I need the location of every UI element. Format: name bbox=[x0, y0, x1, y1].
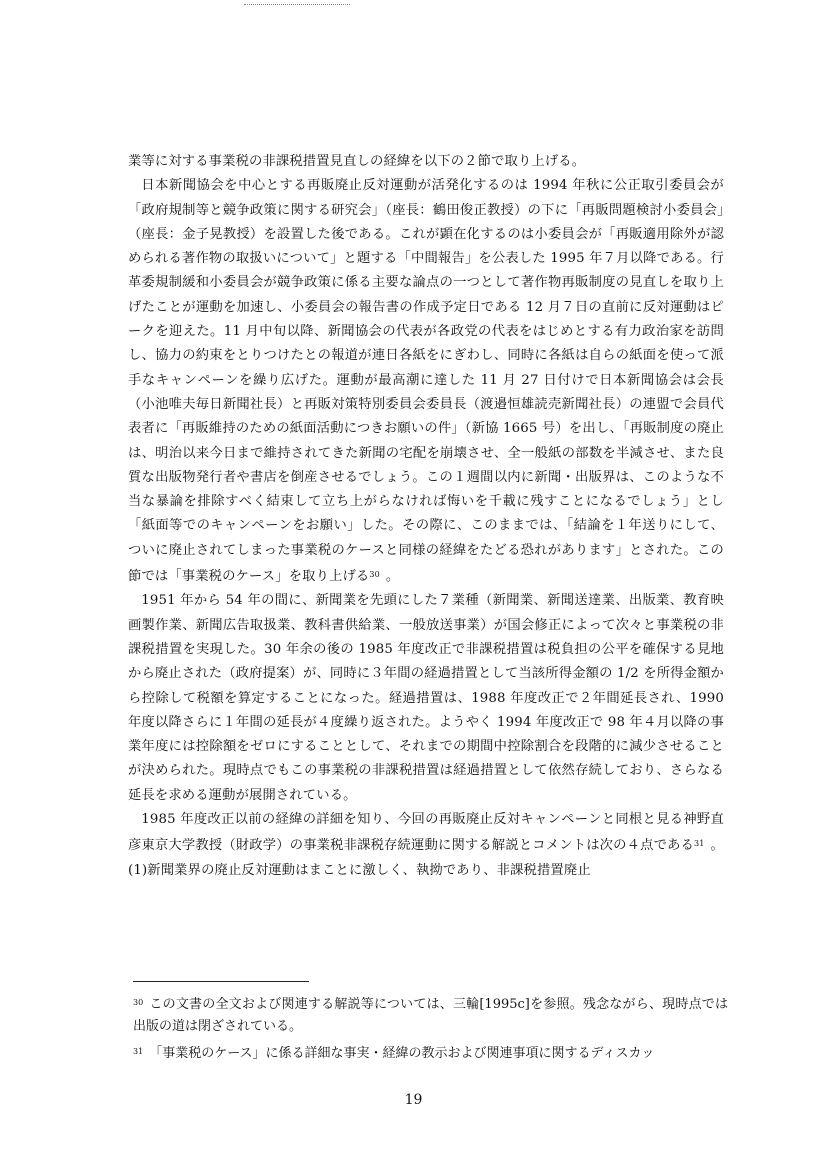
paragraph-enterprise-tax: 1951 年から 54 年の間に、新聞業を先頭にした７業種（新聞業、新聞送達業、出版業、教育映画製作業、新聞広告取扱業、教科書供給業、一般放送事業）が国会修正によって次々と事業税の非課税措置を実現した。30 年余の後の 1985 年度改正で非課税措置は税負担の公平を確保する見地から廃止された（政府提案）が、同時に３年間の経過措置として当該所得金額の 1/2 を所得金額から控除して税額を算定することになった。経過措置は、1988 年度改正で２年間延長され、1990 年度以降さらに１年間の延長が４度繰り返された。ようやく 1994 年度改正で 98 年４月以降の事業年度には控除額をゼロにすることとして、それまでの期間中控除割合を段階的に減少させることが決められた。現時点でもこの事業税の非課税措置は経過措置として依然存続しており、さらなる延長を求める運動が展開されている。 bbox=[128, 593, 724, 803]
paragraph-jinno-commentary: 1985 年度改正以前の経緯の詳細を知り、今回の再販廃止反対キャンペーンと同根と見る神野直彦東京大学教授（財政学）の事業税非課税存続運動に関する解説とコメントは次の４点である$^{31}$ 。(1)新聞業界の廃止反対運動はまことに激しく、執拗であり、非課税措置廃止 bbox=[128, 812, 724, 878]
footnotes bbox=[133, 992, 728, 1065]
footnote-31 bbox=[133, 1041, 728, 1065]
footnote-text: 「事業税のケース」に係る詳細な事実・経緯の教示および関連事項に関するディスカッ bbox=[149, 1046, 655, 1061]
footnote-separator bbox=[133, 981, 309, 982]
footnote-mark: 30 bbox=[133, 998, 144, 1007]
footnote-ref-31[interactable]: 31 bbox=[694, 839, 705, 849]
body-text bbox=[128, 150, 724, 883]
paragraph-resale-campaign: 日本新聞協会を中心とする再販廃止反対運動が活発化するのは 1994 年秋に公正取引委員会が「政府規制等と競争政策に関する研究会」（座長：鶴田俊正教授）の下に「再販問題検討小委員会」（座長：金子晃教授）を設置した後である。これが顕在化するのは小委員会が「再販適用除外が認められる著作物の取扱いについて」と題する「中間報告」を公表した 1995 年７月以降である。行革委規制緩和小委員会が競争政策に係る主要な論点の一つとして著作物再販制度の見直しを取り上げたことが運動を加速し、小委員会の報告書の作成予定日である 12 月７日の直前に反対運動はピークを迎えた。11 月中旬以降、新聞協会の代表が各政党の代表をはじめとする有力政治家を訪問し、協力の約束をとりつけたとの報道が連日各紙をにぎわし、同時に各紙は自らの紙面を使って派手なキャンペーンを繰り広げた。運動が最高潮に達した 11 月 27 日付けで日本新聞協会は会長（小池唯夫毎日新聞社長）と再販対策特別委員会委員長（渡邉恒雄読売新聞社長）の連盟で会員代表者に「再販維持のための紙面活動につきお願いの件」（新協 1665 号）を出し、「再販制度の廃止は、明治以来今日まで維持されてきた新聞の宅配を崩壊させ、全一般紙の部数を半減させ、また良質な出版物発行者や書店を倒産させるでしょう。この１週間以内に新聞・出版界は、このような不当な暴論を排除すべく結束して立ち上がらなければ悔いを千載に残すことになるでしょう」とし「紙面等でのキャンペーンをお願い」した。その際に、このままでは、「結論を１年送りにして、ついに廃止されてしまった事業税のケースと同様の経緯をたどる恐れがあります」とされた。この節では「事業税のケース」を取り上げる$^{30}$ 。 bbox=[128, 178, 724, 585]
footnote-ref-30[interactable]: 30 bbox=[369, 570, 380, 580]
page-number: 19 bbox=[404, 1092, 423, 1108]
paragraph-continuation: 業等に対する事業税の非課税措置見直しの経緯を以下の２節で取り上げる。 bbox=[128, 154, 586, 169]
footnote-text: この文書の全文および関連する解説等については、三輪[1995c]を参照。残念ながら、現時点では出版の道は閉ざされている。 bbox=[133, 997, 728, 1034]
top-rule bbox=[244, 4, 350, 5]
footnote-mark: 31 bbox=[133, 1047, 144, 1056]
footnote-30 bbox=[133, 992, 728, 1037]
